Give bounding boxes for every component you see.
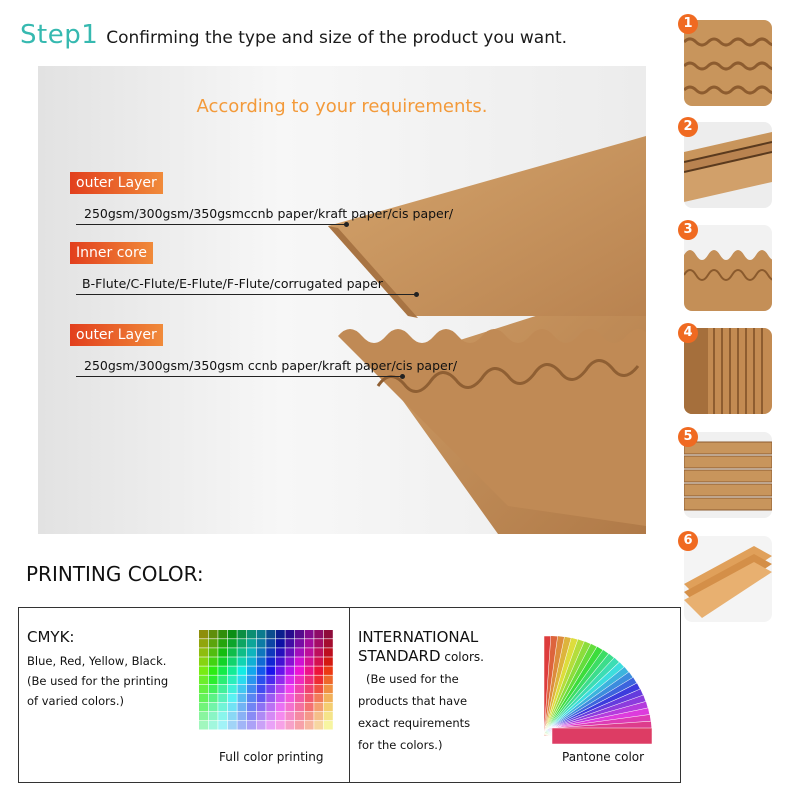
cmyk-swatch — [257, 666, 266, 675]
cmyk-swatch — [257, 648, 266, 657]
cmyk-swatch — [314, 639, 323, 648]
thumbnail-number-6: 6 — [678, 531, 698, 551]
cmyk-swatch — [324, 694, 333, 703]
cmyk-swatch — [218, 685, 227, 694]
layer-tag-outer-bottom: outer Layer — [70, 324, 163, 346]
cmyk-swatch — [228, 712, 237, 721]
cmyk-swatch — [285, 685, 294, 694]
cmyk-swatch — [209, 666, 218, 675]
cmyk-swatch — [276, 657, 285, 666]
cmyk-swatch — [209, 657, 218, 666]
cmyk-swatch — [276, 666, 285, 675]
cmyk-swatch — [209, 712, 218, 721]
cmyk-swatch — [285, 666, 294, 675]
cmyk-line-2: (Be used for the printing — [27, 674, 169, 688]
cmyk-swatch — [199, 657, 208, 666]
cmyk-swatch — [314, 676, 323, 685]
cmyk-swatch — [257, 703, 266, 712]
cmyk-swatch — [324, 639, 333, 648]
international-line-3: exact requirements — [358, 716, 471, 730]
cmyk-swatch — [237, 666, 246, 675]
cmyk-swatch — [209, 694, 218, 703]
cmyk-swatch — [209, 703, 218, 712]
cmyk-swatch — [257, 685, 266, 694]
hero-heading: According to your requirements. — [196, 96, 488, 117]
cmyk-swatch — [247, 630, 256, 639]
cmyk-swatch — [257, 676, 266, 685]
cmyk-swatch — [199, 666, 208, 675]
cmyk-swatch — [237, 703, 246, 712]
thumbnail-1 — [684, 20, 772, 106]
cmyk-swatch — [314, 666, 323, 675]
cmyk-swatch — [257, 630, 266, 639]
cmyk-swatch — [314, 657, 323, 666]
cmyk-swatch — [295, 685, 304, 694]
international-line-2: products that have — [358, 694, 468, 708]
cmyk-swatch — [247, 666, 256, 675]
cmyk-swatch — [247, 721, 256, 730]
cmyk-swatch — [314, 694, 323, 703]
cmyk-swatch — [305, 703, 314, 712]
cmyk-swatch — [285, 694, 294, 703]
cmyk-swatch — [209, 648, 218, 657]
cmyk-swatch — [295, 694, 304, 703]
layer-desc-outer-top: 250gsm/300gsm/350gsmccnb paper/kraft paper/cis paper/ — [84, 206, 454, 221]
cmyk-swatch — [237, 721, 246, 730]
cmyk-swatch — [266, 676, 275, 685]
cmyk-swatch — [295, 703, 304, 712]
cmyk-panel — [18, 607, 350, 783]
cmyk-swatch — [305, 685, 314, 694]
cmyk-swatch — [266, 721, 275, 730]
cmyk-swatch — [228, 703, 237, 712]
cmyk-swatch — [314, 630, 323, 639]
cmyk-swatch — [276, 639, 285, 648]
cmyk-swatch — [257, 657, 266, 666]
cmyk-swatch — [257, 694, 266, 703]
cmyk-swatch — [218, 676, 227, 685]
international-line-4: for the colors.) — [358, 738, 443, 752]
cmyk-swatch — [324, 630, 333, 639]
cmyk-swatch — [237, 657, 246, 666]
cmyk-swatch — [199, 648, 208, 657]
cmyk-swatch — [305, 721, 314, 730]
cmyk-swatch — [237, 648, 246, 657]
thumbnail-number-5: 5 — [678, 427, 698, 447]
cmyk-line-3: of varied colors.) — [27, 694, 124, 708]
cmyk-swatch — [237, 676, 246, 685]
international-title-suffix: colors. — [440, 650, 484, 664]
cmyk-swatch — [237, 630, 246, 639]
cmyk-swatch — [276, 630, 285, 639]
cmyk-swatch — [199, 630, 208, 639]
cmyk-swatch — [295, 648, 304, 657]
cmyk-swatch — [228, 721, 237, 730]
cmyk-swatch — [285, 630, 294, 639]
cmyk-swatch — [237, 712, 246, 721]
cmyk-swatch — [314, 721, 323, 730]
cmyk-swatch — [257, 639, 266, 648]
cmyk-swatch — [237, 685, 246, 694]
corrugated-layers-illustration — [38, 66, 646, 534]
cmyk-line-1: Blue, Red, Yellow, Black. — [27, 654, 167, 668]
thumbnail-5 — [684, 432, 772, 518]
cmyk-swatch — [199, 639, 208, 648]
cmyk-swatch — [285, 703, 294, 712]
thumbnail-number-1: 1 — [678, 14, 698, 34]
cmyk-swatch — [305, 694, 314, 703]
cmyk-swatch — [266, 703, 275, 712]
cmyk-swatch — [218, 703, 227, 712]
cmyk-swatch — [324, 703, 333, 712]
layer-dot-inner-core — [414, 292, 419, 297]
international-title — [358, 628, 484, 667]
step-header — [20, 20, 567, 50]
cmyk-swatch — [295, 666, 304, 675]
cmyk-swatch — [305, 639, 314, 648]
cmyk-swatch — [295, 712, 304, 721]
cmyk-swatch — [247, 676, 256, 685]
thumbnail-number-3: 3 — [678, 220, 698, 240]
cmyk-caption: Full color printing — [219, 750, 324, 764]
cmyk-swatch — [218, 694, 227, 703]
pantone-caption: Pantone color — [562, 750, 645, 764]
cmyk-swatch — [257, 721, 266, 730]
cmyk-swatch — [276, 721, 285, 730]
thumbnail-6 — [684, 536, 772, 622]
cmyk-swatch — [237, 694, 246, 703]
cmyk-swatch — [314, 648, 323, 657]
layer-line-outer-bottom — [76, 376, 402, 377]
cmyk-swatch — [228, 685, 237, 694]
cmyk-swatch — [324, 685, 333, 694]
pantone-fan-graphic — [538, 636, 668, 746]
cmyk-swatch — [324, 676, 333, 685]
cmyk-swatch — [295, 657, 304, 666]
cmyk-swatch — [324, 666, 333, 675]
international-line-1: (Be used for the — [366, 672, 459, 686]
cmyk-swatch — [247, 694, 256, 703]
cmyk-swatch — [285, 657, 294, 666]
cmyk-swatch — [276, 648, 285, 657]
cmyk-swatch — [266, 657, 275, 666]
cardboard-sheets-graphic — [38, 66, 646, 534]
cmyk-swatch — [305, 648, 314, 657]
cmyk-swatch — [199, 694, 208, 703]
cmyk-swatch — [295, 721, 304, 730]
cmyk-swatch — [247, 639, 256, 648]
cmyk-swatch — [314, 685, 323, 694]
cmyk-swatch — [285, 676, 294, 685]
cmyk-swatch — [218, 721, 227, 730]
cmyk-swatch — [247, 712, 256, 721]
cmyk-swatch — [209, 685, 218, 694]
cmyk-swatch — [228, 666, 237, 675]
cmyk-swatch — [305, 666, 314, 675]
cmyk-swatch — [285, 648, 294, 657]
layer-desc-outer-bottom: 250gsm/300gsm/350gsm ccnb paper/kraft paper/cis paper/ — [84, 358, 458, 373]
layer-tag-inner-core: Inner core — [70, 242, 153, 264]
step-description: Confirming the type and size of the product you want. — [106, 28, 568, 48]
cmyk-swatch — [305, 712, 314, 721]
cmyk-swatch — [218, 657, 227, 666]
cmyk-swatch — [247, 685, 256, 694]
cmyk-swatch — [199, 712, 208, 721]
cmyk-swatch — [314, 712, 323, 721]
cmyk-swatch — [237, 639, 246, 648]
cmyk-swatch — [199, 676, 208, 685]
cmyk-swatch — [276, 676, 285, 685]
cmyk-swatch — [295, 630, 304, 639]
cmyk-swatch — [324, 657, 333, 666]
layer-line-outer-top — [76, 224, 346, 225]
cmyk-swatch — [266, 685, 275, 694]
cmyk-swatch — [228, 676, 237, 685]
cmyk-swatch — [257, 712, 266, 721]
cmyk-swatch — [266, 694, 275, 703]
cmyk-swatch — [295, 676, 304, 685]
cmyk-title: CMYK: — [27, 628, 75, 646]
layer-dot-outer-top — [344, 222, 349, 227]
cmyk-swatch — [209, 639, 218, 648]
cmyk-swatch — [266, 639, 275, 648]
printing-color-title: PRINTING COLOR: — [26, 562, 204, 586]
international-title-line2: STANDARD — [358, 647, 441, 665]
cmyk-swatch — [199, 703, 208, 712]
cmyk-swatch — [266, 712, 275, 721]
cmyk-swatch — [305, 676, 314, 685]
cmyk-swatch — [266, 648, 275, 657]
cmyk-swatch — [228, 657, 237, 666]
thumbnail-4 — [684, 328, 772, 414]
cmyk-swatch — [228, 630, 237, 639]
cmyk-swatch — [314, 703, 323, 712]
cmyk-swatch — [266, 630, 275, 639]
thumbnail-2 — [684, 122, 772, 208]
cmyk-swatch — [209, 676, 218, 685]
international-title-line1: INTERNATIONAL — [358, 628, 479, 646]
cmyk-swatch — [324, 648, 333, 657]
cmyk-swatch — [324, 712, 333, 721]
cmyk-swatch — [285, 639, 294, 648]
cmyk-swatch — [218, 639, 227, 648]
pantone-panel — [349, 607, 681, 783]
layer-line-inner-core — [76, 294, 416, 295]
layer-desc-inner-core: B-Flute/C-Flute/E-Flute/F-Flute/corrugated paper — [82, 276, 383, 291]
cmyk-swatch — [228, 694, 237, 703]
layer-dot-outer-bottom — [400, 374, 405, 379]
cmyk-swatch — [276, 703, 285, 712]
cmyk-swatch — [228, 648, 237, 657]
cmyk-swatch — [247, 648, 256, 657]
layer-tag-outer-top: outer Layer — [70, 172, 163, 194]
thumbnail-number-2: 2 — [678, 117, 698, 137]
pantone-strip — [552, 728, 652, 744]
cmyk-swatch — [305, 630, 314, 639]
cmyk-swatch — [218, 648, 227, 657]
cmyk-swatch — [276, 712, 285, 721]
cmyk-swatch — [228, 639, 237, 648]
cmyk-swatch — [218, 712, 227, 721]
cmyk-swatch — [285, 712, 294, 721]
cmyk-swatch — [247, 703, 256, 712]
step-label: Step1 — [20, 20, 99, 50]
cmyk-swatch — [199, 721, 208, 730]
cmyk-swatch — [218, 666, 227, 675]
cmyk-swatch — [324, 721, 333, 730]
cmyk-swatch — [276, 685, 285, 694]
cmyk-swatch — [266, 666, 275, 675]
cmyk-swatch — [199, 685, 208, 694]
cmyk-swatch — [295, 639, 304, 648]
cmyk-swatch — [285, 721, 294, 730]
cmyk-swatch — [305, 657, 314, 666]
cmyk-swatch — [247, 657, 256, 666]
cmyk-swatch — [209, 721, 218, 730]
thumbnail-number-4: 4 — [678, 323, 698, 343]
cmyk-color-grid — [199, 630, 333, 734]
cmyk-swatch — [209, 630, 218, 639]
cmyk-swatch — [276, 694, 285, 703]
thumbnail-3 — [684, 225, 772, 311]
cmyk-swatch — [218, 630, 227, 639]
